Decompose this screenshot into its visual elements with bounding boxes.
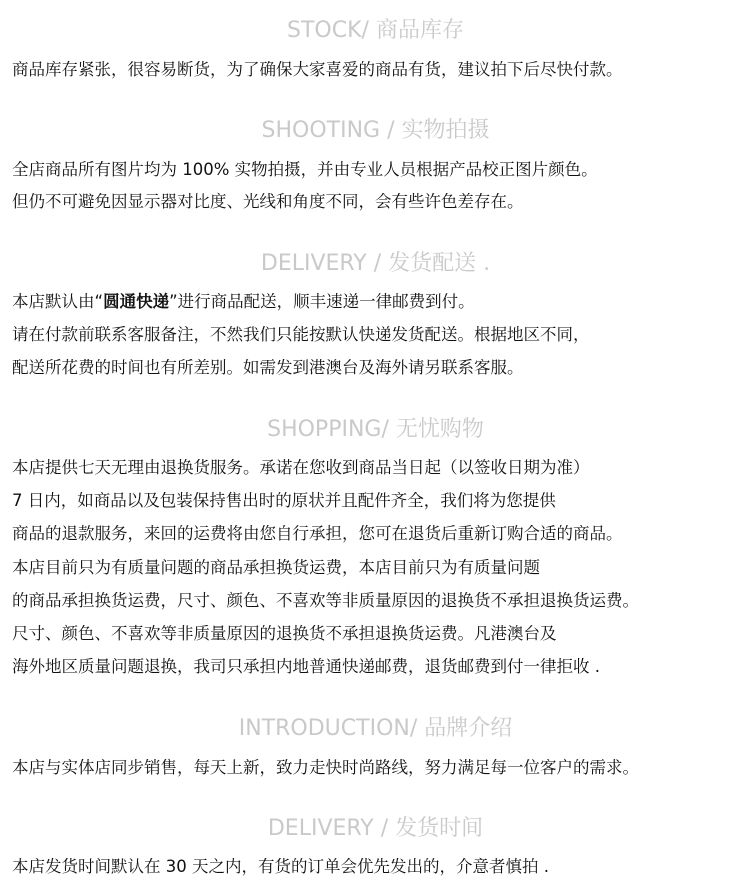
shopping-line-3: 商品的退款服务，来回的运费将由您自行承担，您可在退货后重新订购合适的商品。 — [12, 524, 623, 543]
stock-line-1: 商品库存紧张，很容易断货，为了确保大家喜爱的商品有货，建议拍下后尽快付款。 — [12, 60, 623, 79]
section-title-shooting: SHOOTING / 实物拍摄 — [261, 118, 490, 143]
shopping-line-6: 尺寸、颜色、不喜欢等非质量原因的退换货不承担退换货运费。凡港澳台及 — [12, 624, 557, 643]
delivery-line-2: 请在付款前联系客服备注，不然我们只能按默认快递发货配送。根据地区不同， — [12, 325, 590, 344]
shooting-line-1: 全店商品所有图片均为 100% 实物拍摄，并由专业人员根据产品校正图片颜色。 — [12, 160, 598, 179]
shooting-line-2: 但仍不可避免因显示器对比度、光线和角度不同，会有些许色差存在。 — [12, 192, 524, 211]
delivery-courier-name: 圆通快递 — [103, 292, 170, 311]
delivery-line-1-prefix: 本店默认由“ — [12, 292, 104, 311]
delivery-line-3: 配送所花费的时间也有所差别。如需发到港澳台及海外请另联系客服。 — [12, 358, 524, 377]
shopping-line-7: 海外地区质量问题退换，我司只承担内地普通快递邮费，退货邮费到付一律拒收 . — [12, 657, 600, 676]
section-title-stock: STOCK/ 商品库存 — [287, 18, 464, 43]
shopping-line-5: 的商品承担换货运费，尺寸、颜色、不喜欢等非质量原因的退换货不承担退换货运费。 — [12, 591, 639, 610]
delivery-time-line-1: 本店发货时间默认在 30 天之内，有货的订单会优先发出的，介意者慎拍 . — [12, 857, 549, 876]
section-title-shopping: SHOPPING/ 无忧购物 — [267, 417, 484, 442]
introduction-line-1: 本店与实体店同步销售，每天上新，致力走快时尚路线，努力满足每一位客户的需求。 — [12, 758, 639, 777]
section-title-delivery-time: DELIVERY / 发货时间 — [267, 816, 484, 841]
shopping-line-4: 本店目前只为有质量问题的商品承担换货运费，本店目前只为有质量问题 — [12, 558, 540, 577]
delivery-line-1-suffix: ”进行商品配送，顺丰速递一律邮费到付。 — [169, 292, 475, 311]
delivery-line-1 — [12, 290, 475, 314]
section-title-introduction: INTRODUCTION/ 品牌介绍 — [238, 716, 513, 741]
shopping-line-2: 7 日内，如商品以及包装保持售出时的原状并且配件齐全，我们将为您提供 — [12, 491, 556, 510]
section-title-delivery: DELIVERY / 发货配送 . — [260, 251, 491, 276]
shopping-line-1: 本店提供七天无理由退换货服务。承诺在您收到商品当日起（以签收日期为准） — [12, 458, 590, 477]
